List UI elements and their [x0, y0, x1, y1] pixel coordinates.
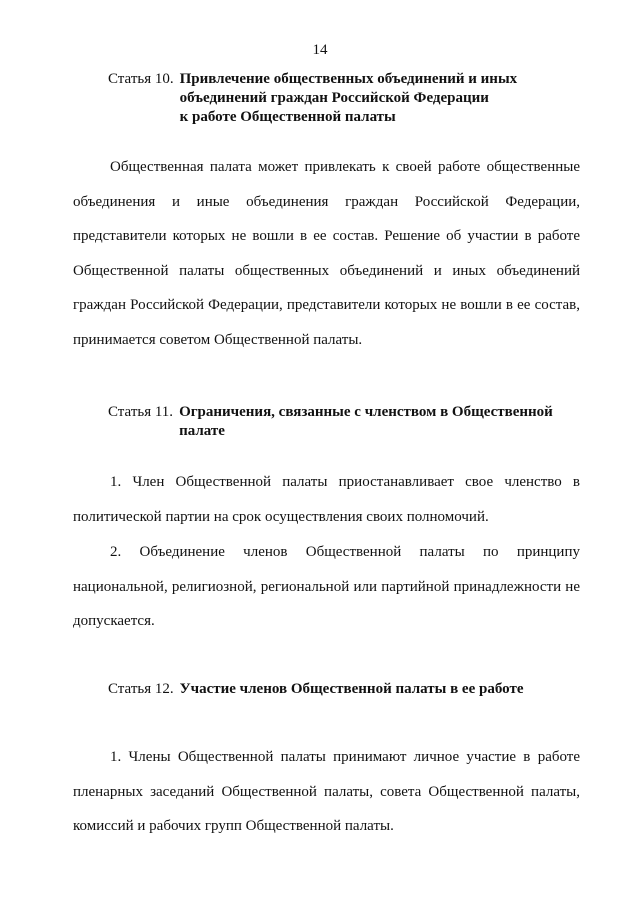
- page-number: 14: [312, 42, 328, 58]
- article-title: Привлечение общественных объединений и иных объединений граждан Российской Федерации к работе Общественной палаты: [179, 71, 518, 125]
- article-11-paragraph-2: [73, 535, 580, 639]
- article-label: Статья 11.: [108, 404, 174, 420]
- article-title: Участие членов Общественной палаты в ее работе: [179, 681, 524, 697]
- article-11-heading: [108, 403, 588, 441]
- article-12-paragraph-1: [73, 740, 580, 844]
- paragraph-text: 1. Члены Общественной палаты принимают личное участие в работе пленарных заседаний Общественной палаты, совета Общественной палаты, комиссий и рабочих групп Общественной палаты.: [73, 749, 580, 834]
- article-label: Статья 10.: [108, 71, 174, 87]
- article-title: Ограничения, связанные с членством в Общественной палате: [179, 404, 553, 439]
- article-12-heading: [108, 680, 588, 699]
- paragraph-text: 2. Объединение членов Общественной палаты по принципу национальной, религиозной, региональной или партийной принадлежности не допускается.: [73, 544, 580, 629]
- article-label: Статья 12.: [108, 681, 174, 697]
- article-10-heading: [108, 70, 588, 127]
- article-11-paragraph-1: [73, 465, 580, 534]
- article-10-paragraph-1: [73, 150, 580, 357]
- paragraph-text: 1. Член Общественной палаты приостанавливает свое членство в политической партии на срок осуществления своих полномочий.: [73, 474, 580, 525]
- paragraph-text: Общественная палата может привлекать к своей работе общественные объединения и иные объединения граждан Российской Федерации, представители которых не вошли в ее состав. Решение об участии в работе Общественной палаты общественных объединений и иных объединений граждан Российской Федерации, представители которых не вошли в ее состав, принимается советом Общественной палаты.: [73, 159, 580, 348]
